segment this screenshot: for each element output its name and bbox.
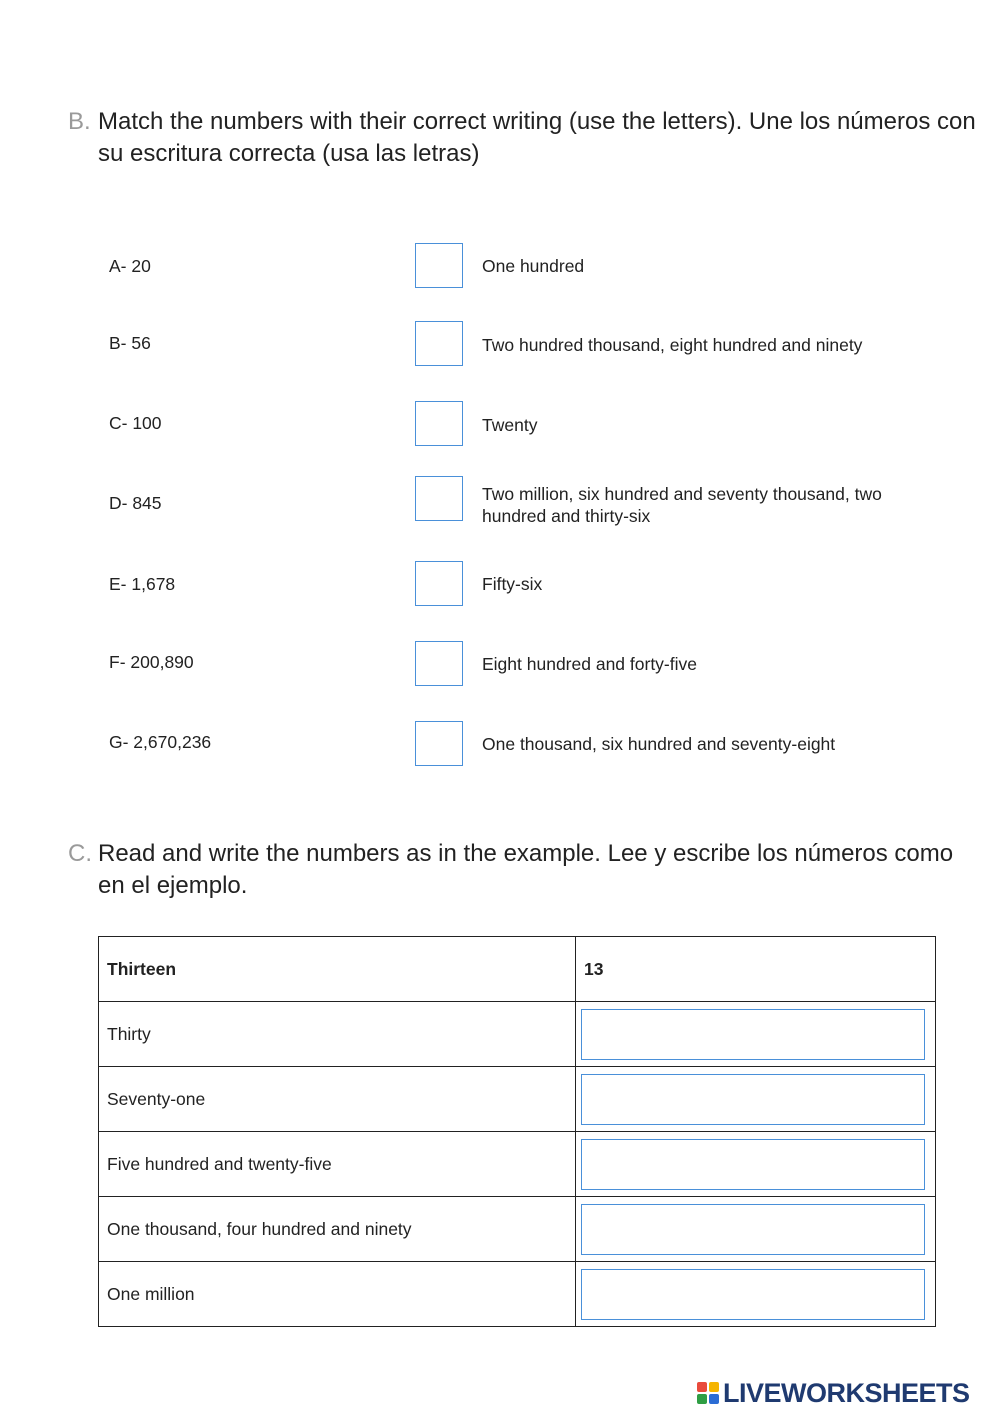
match-answer-box[interactable]: [415, 721, 463, 766]
number-words: Seventy-one: [99, 1067, 576, 1132]
table-row: [99, 1002, 936, 1067]
number-words: One thousand, four hundred and ninety: [99, 1197, 576, 1262]
numbers-table: [98, 936, 936, 1327]
match-answer-box[interactable]: [415, 321, 463, 366]
answer-cell: [576, 1197, 936, 1262]
answer-cell: [576, 1132, 936, 1197]
match-row: [0, 476, 1000, 524]
match-row: [0, 561, 1000, 609]
number-words: Five hundred and twenty-five: [99, 1132, 576, 1197]
example-row: [99, 937, 936, 1002]
number-words: One million: [99, 1262, 576, 1327]
section-b-heading: [68, 106, 976, 167]
match-number: E- 1,678: [109, 574, 176, 594]
section-c-heading: [68, 838, 954, 899]
match-answer-box[interactable]: [415, 401, 463, 446]
answer-cell: [576, 1262, 936, 1327]
match-answer-box[interactable]: [415, 476, 463, 521]
match-number: A- 20: [109, 256, 151, 276]
match-number: B- 56: [109, 333, 151, 353]
table-row: [99, 1132, 936, 1197]
section-c-letter: C.: [68, 840, 92, 867]
match-number: D- 845: [109, 493, 162, 513]
match-number: G- 2,670,236: [109, 732, 212, 752]
answer-cell: [576, 1067, 936, 1132]
table-row: [99, 1262, 936, 1327]
match-text: Two hundred thousand, eight hundred and ninety: [482, 335, 863, 355]
match-row: [0, 321, 1000, 369]
match-answer-box[interactable]: [415, 641, 463, 686]
match-number: F- 200,890: [109, 652, 194, 672]
number-answer-input[interactable]: [581, 1074, 925, 1125]
number-words: Thirty: [99, 1002, 576, 1067]
number-answer-input[interactable]: [581, 1139, 925, 1190]
number-answer-input[interactable]: [581, 1009, 925, 1060]
section-b-letter: B.: [68, 108, 91, 135]
example-number: 13: [576, 937, 936, 1002]
liveworksheets-logo-icon: [697, 1382, 719, 1404]
match-row: [0, 721, 1000, 769]
match-row: [0, 243, 1000, 291]
match-answer-box[interactable]: [415, 561, 463, 606]
example-words: Thirteen: [99, 937, 576, 1002]
number-answer-input[interactable]: [581, 1204, 925, 1255]
section-c-instruction: Read and write the numbers as in the example. Lee y escribe los números como en el ejemplo.: [98, 840, 954, 899]
match-row: [0, 641, 1000, 689]
match-text: Twenty: [482, 415, 538, 435]
table-row: [99, 1197, 936, 1262]
match-text: One thousand, six hundred and seventy-eight: [482, 734, 836, 754]
table-row: [99, 1067, 936, 1132]
answer-cell: [576, 1002, 936, 1067]
match-row: [0, 401, 1000, 449]
match-number: C- 100: [109, 413, 162, 433]
section-b-instruction: Match the numbers with their correct writing (use the letters). Une los números con su escritura correcta (usa las letras): [98, 108, 976, 167]
match-answer-box[interactable]: [415, 243, 463, 288]
match-text: Fifty-six: [482, 574, 543, 594]
match-text: One hundred: [482, 256, 585, 276]
number-answer-input[interactable]: [581, 1269, 925, 1320]
liveworksheets-brand: [697, 1378, 970, 1408]
match-text: Two million, six hundred and seventy thousand, two hundred and thirty-six: [482, 484, 882, 526]
match-text: Eight hundred and forty-five: [482, 654, 697, 674]
brand-name: LIVEWORKSHEETS: [723, 1377, 970, 1408]
